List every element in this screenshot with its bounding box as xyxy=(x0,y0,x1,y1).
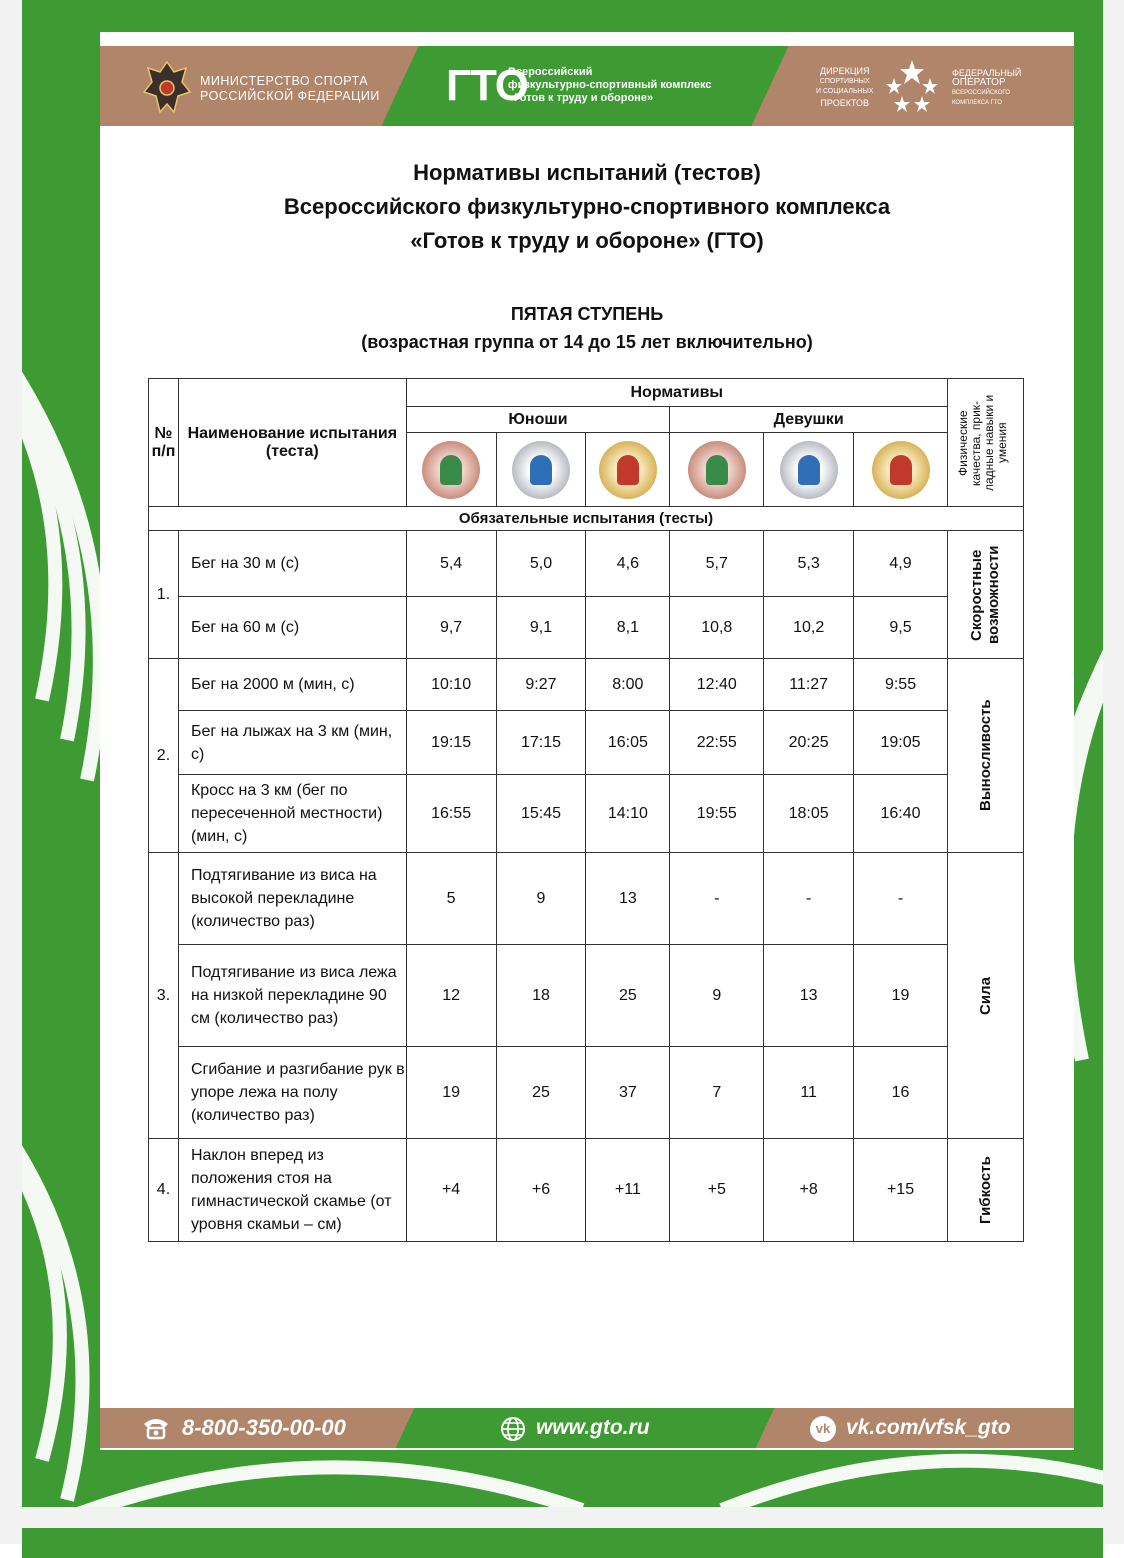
norm-value: +6 xyxy=(496,1139,586,1242)
table-row xyxy=(149,775,1024,853)
norm-value: 10:10 xyxy=(406,659,496,711)
norm-value: 5,3 xyxy=(764,531,854,597)
norm-value: 12 xyxy=(406,945,496,1047)
norm-value: 25 xyxy=(496,1047,586,1139)
norm-value: - xyxy=(854,853,948,945)
footer-phone[interactable]: 8-800-350-00-00 xyxy=(182,1415,346,1440)
age-group: (возрастная группа от 14 до 15 лет включительно) xyxy=(361,332,813,352)
col-header-qualities xyxy=(947,379,1023,507)
test-name: Бег на 60 м (с) xyxy=(178,597,406,659)
norm-value: 16:05 xyxy=(586,711,670,775)
norm-value: +5 xyxy=(670,1139,764,1242)
test-name: Бег на лыжах на 3 км (мин, с) xyxy=(178,711,406,775)
quality-cell xyxy=(947,531,1023,659)
ministry-name xyxy=(200,74,380,104)
quality-label: Сила xyxy=(976,976,994,1015)
test-name: Кросс на 3 км (бег по пересеченной местности) (мин, с) xyxy=(178,775,406,853)
norm-value: 9 xyxy=(670,945,764,1047)
norm-value: +11 xyxy=(586,1139,670,1242)
col-header-name: Наименование испытания (теста) xyxy=(178,379,406,507)
badge-cell xyxy=(854,433,948,507)
operator-line-4: КОМПЛЕКСА ГТО xyxy=(952,100,1002,106)
norm-value: 16:40 xyxy=(854,775,948,853)
quality-label: Выносливость xyxy=(976,698,994,811)
norm-value: 12:40 xyxy=(670,659,764,711)
table-row xyxy=(149,711,1024,775)
norm-value: 15:45 xyxy=(496,775,586,853)
test-name: Бег на 30 м (с) xyxy=(178,531,406,597)
norm-value: 8:00 xyxy=(586,659,670,711)
footer-band xyxy=(100,1408,1074,1448)
title-line-3: «Готов к труду и обороне» (ГТО) xyxy=(410,228,764,253)
gto-complex-name xyxy=(508,66,711,105)
col-header-girls: Девушки xyxy=(670,407,948,433)
footer-vk[interactable]: vk.com/vfsk_gto xyxy=(846,1416,1011,1439)
norm-value: 18:05 xyxy=(764,775,854,853)
norm-value: 9,1 xyxy=(496,597,586,659)
silver-badge-icon xyxy=(780,441,838,499)
badge-cell xyxy=(586,433,670,507)
norm-value: +8 xyxy=(764,1139,854,1242)
gto-logo-icon: ГТО xyxy=(446,61,528,110)
footer-website[interactable]: www.gto.ru xyxy=(536,1416,650,1439)
norm-value: 16 xyxy=(854,1047,948,1139)
operator-line-3: ВСЕРОССИЙСКОГО xyxy=(952,90,1010,96)
norm-value: 4,6 xyxy=(586,531,670,597)
norm-value: 5,0 xyxy=(496,531,586,597)
norm-value: 4,9 xyxy=(854,531,948,597)
quality-label: Гибкость xyxy=(976,1156,994,1224)
norms-table xyxy=(148,378,1024,1242)
norm-value: 9,5 xyxy=(854,597,948,659)
col-header-boys: Юноши xyxy=(406,407,670,433)
test-name: Наклон вперед из положения стоя на гимнастической скамье (от уровня скамьи – см) xyxy=(178,1139,406,1242)
directorate-line-3: И СОЦИАЛЬНЫХ xyxy=(816,88,874,95)
stage-name: ПЯТАЯ СТУПЕНЬ xyxy=(510,304,664,324)
badge-cell xyxy=(764,433,854,507)
directorate-name xyxy=(816,66,873,108)
norm-value: 5 xyxy=(406,853,496,945)
ministry-line-2: РОССИЙСКОЙ ФЕДЕРАЦИИ xyxy=(200,89,380,103)
norm-value: 19:05 xyxy=(854,711,948,775)
stage-heading xyxy=(100,300,1074,356)
phone-icon xyxy=(140,1414,172,1442)
quality-cell xyxy=(947,853,1023,1139)
operator-line-1: ФЕДЕРАЛЬНЫЙ xyxy=(952,68,1022,78)
norm-value: 25 xyxy=(586,945,670,1047)
norm-value: 11:27 xyxy=(764,659,854,711)
quality-label: Скоростные возможности xyxy=(968,545,1003,644)
document-page xyxy=(22,0,1103,1507)
norm-value: 19:55 xyxy=(670,775,764,853)
table-row xyxy=(149,945,1024,1047)
norm-value: 10,2 xyxy=(764,597,854,659)
norm-value: +4 xyxy=(406,1139,496,1242)
section-mandatory: Обязательные испытания (тесты) xyxy=(149,507,1024,531)
globe-icon xyxy=(500,1416,526,1442)
norm-value: 10,8 xyxy=(670,597,764,659)
group-number: 3. xyxy=(149,853,179,1139)
norm-value: 16:55 xyxy=(406,775,496,853)
gto-line-3: «Готов к труду и обороне» xyxy=(508,92,654,104)
qualities-label: Физические качества, прик-ладные навыки и умения xyxy=(956,394,1010,491)
norm-value: - xyxy=(764,853,854,945)
table-row xyxy=(149,1139,1024,1242)
col-header-number: № п/п xyxy=(149,379,179,507)
norm-value: 18 xyxy=(496,945,586,1047)
emblem-icon xyxy=(140,58,194,116)
norm-value: 11 xyxy=(764,1047,854,1139)
ministry-line-1: МИНИСТЕРСТВО СПОРТА xyxy=(200,74,369,88)
header-band xyxy=(100,46,1074,126)
test-name: Подтягивание из виса лежа на низкой перекладине 90 см (количество раз) xyxy=(178,945,406,1047)
table-row xyxy=(149,1047,1024,1139)
quality-cell xyxy=(947,1139,1023,1242)
directorate-line-4: ПРОЕКТОВ xyxy=(820,97,870,108)
group-number: 1. xyxy=(149,531,179,659)
norm-value: 17:15 xyxy=(496,711,586,775)
badge-cell xyxy=(406,433,496,507)
test-name: Бег на 2000 м (мин, с) xyxy=(178,659,406,711)
norm-value: 9,7 xyxy=(406,597,496,659)
norm-value: 37 xyxy=(586,1047,670,1139)
gold-badge-icon xyxy=(599,441,657,499)
title-line-1: Нормативы испытаний (тестов) xyxy=(413,160,761,185)
star-emblem-icon xyxy=(882,56,942,116)
norm-value: 7 xyxy=(670,1047,764,1139)
norm-value: 9:55 xyxy=(854,659,948,711)
gto-line-1: Всероссийский xyxy=(508,66,593,78)
norm-value: 13 xyxy=(586,853,670,945)
operator-line-2: ОПЕРАТОР xyxy=(952,77,1006,88)
badge-cell xyxy=(496,433,586,507)
norm-value: 14:10 xyxy=(586,775,670,853)
silver-badge-icon xyxy=(512,441,570,499)
test-name: Подтягивание из виса на высокой перекладине (количество раз) xyxy=(178,853,406,945)
table-row xyxy=(149,531,1024,597)
norm-value: 5,7 xyxy=(670,531,764,597)
table-row xyxy=(149,659,1024,711)
title-line-2: Всероссийского физкультурно-спортивного комплекса xyxy=(283,194,891,219)
document-title xyxy=(100,156,1074,258)
gold-badge-icon xyxy=(872,441,930,499)
group-number: 2. xyxy=(149,659,179,853)
quality-cell xyxy=(947,659,1023,853)
norm-value: 19:15 xyxy=(406,711,496,775)
next-page-edge xyxy=(22,1528,1103,1558)
directorate-line-1: ДИРЕКЦИЯ xyxy=(820,66,870,76)
vk-icon: vk xyxy=(810,1416,836,1442)
norm-value: 19 xyxy=(406,1047,496,1139)
table-row xyxy=(149,853,1024,945)
test-name: Сгибание и разгибание рук в упоре лежа на полу (количество раз) xyxy=(178,1047,406,1139)
norm-value: 9 xyxy=(496,853,586,945)
norm-value: 20:25 xyxy=(764,711,854,775)
operator-name xyxy=(952,68,1021,108)
norm-value: 13 xyxy=(764,945,854,1047)
norm-value: +15 xyxy=(854,1139,948,1242)
directorate-line-2: СПОРТИВНЫХ xyxy=(819,77,870,85)
col-header-norms: Нормативы xyxy=(406,379,947,407)
table-row xyxy=(149,597,1024,659)
gto-line-2: физкультурно-спортивный комплекс xyxy=(508,79,712,91)
group-number: 4. xyxy=(149,1139,179,1242)
norm-value: 8,1 xyxy=(586,597,670,659)
badge-cell xyxy=(670,433,764,507)
norm-value: 9:27 xyxy=(496,659,586,711)
bronze-badge-icon xyxy=(688,441,746,499)
norm-value: 5,4 xyxy=(406,531,496,597)
norm-value: - xyxy=(670,853,764,945)
bronze-badge-icon xyxy=(422,441,480,499)
document-sheet xyxy=(100,32,1074,1450)
norm-value: 19 xyxy=(854,945,948,1047)
norm-value: 22:55 xyxy=(670,711,764,775)
